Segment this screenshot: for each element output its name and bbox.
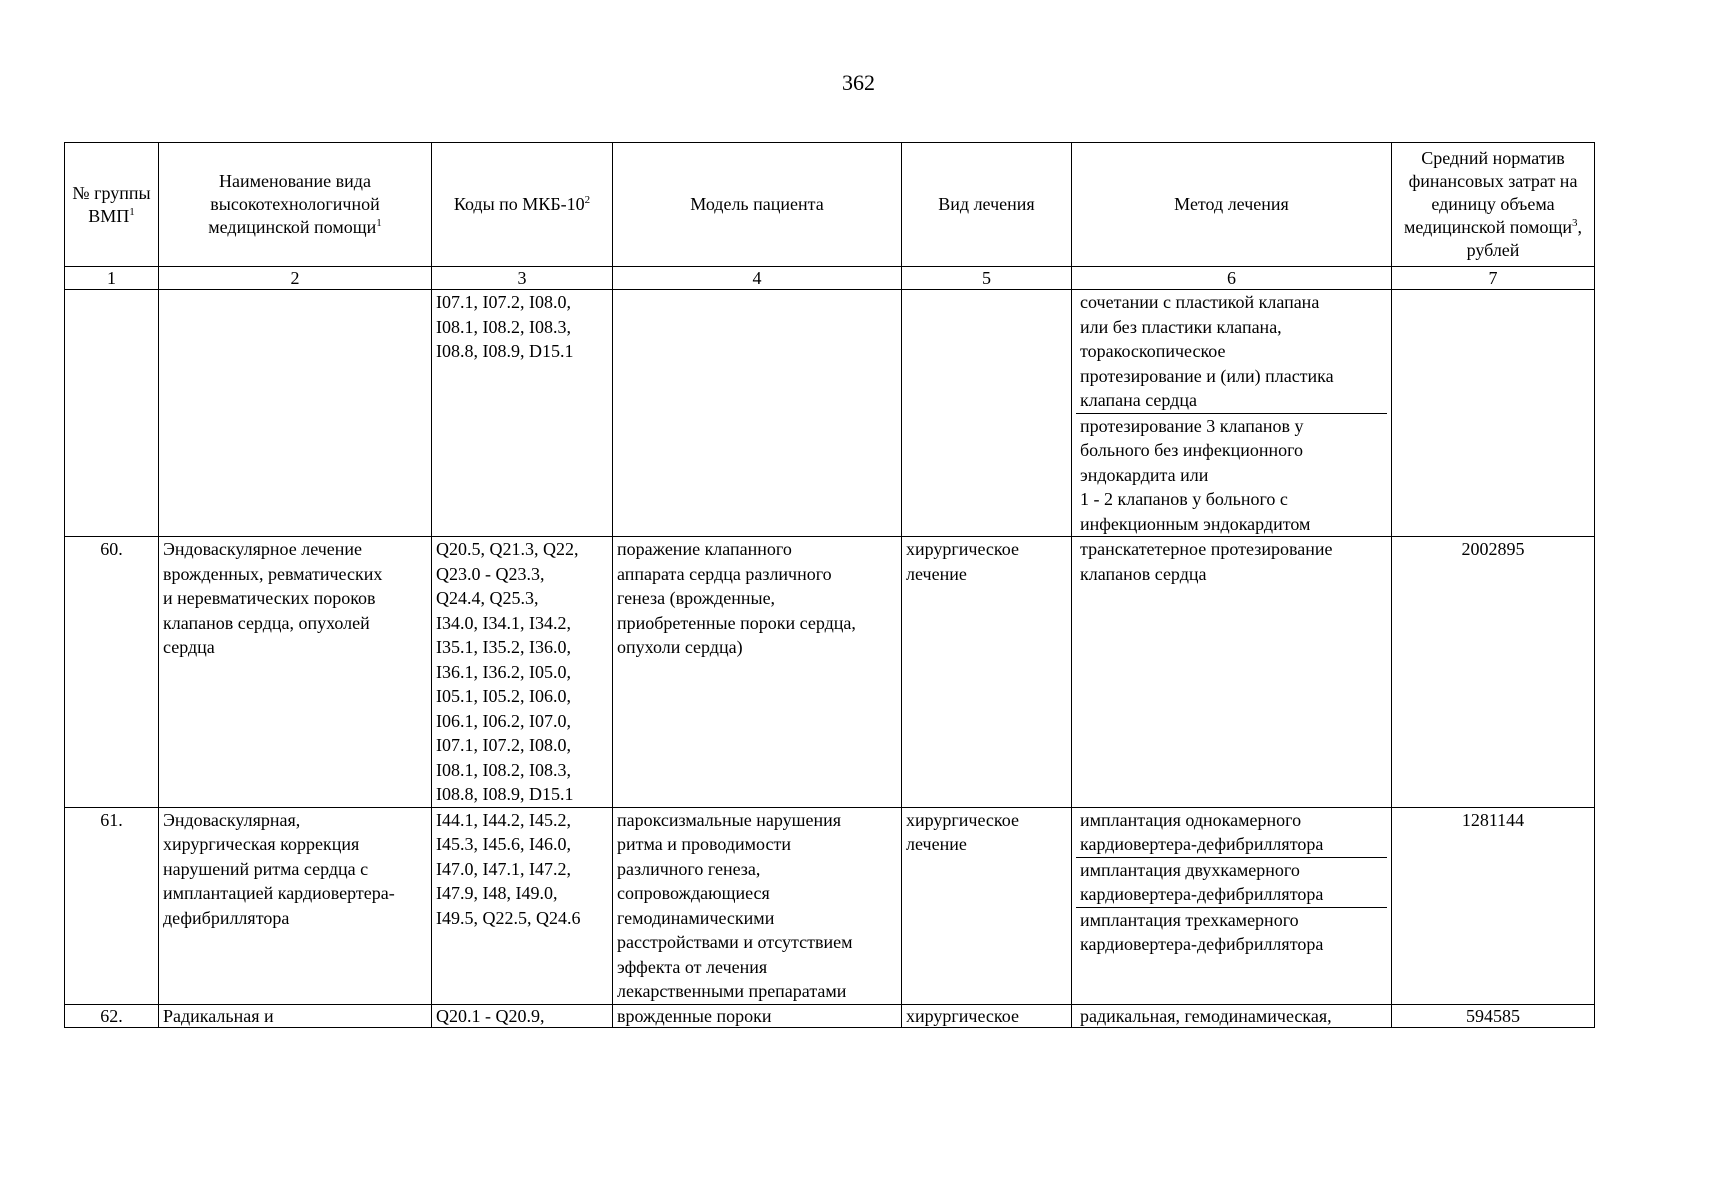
patient-model-cell: пароксизмальные нарушения ритма и проводимости различного генеза, сопровождающиеся гемодинамическими расстройствами и отсутствием эффекта от лечения лекарственными препаратами <box>613 807 902 1004</box>
column-number-row <box>65 267 1595 290</box>
group-number-cell <box>65 290 159 537</box>
col-number: 3 <box>432 267 613 290</box>
treatment-method-cell <box>1072 1004 1392 1027</box>
header-group-number: № группы ВМП$^1$ <box>65 143 159 267</box>
col-number: 4 <box>613 267 902 290</box>
icd-codes-cell: I07.1, I07.2, I08.0, I08.1, I08.2, I08.3, I08.8, I08.9, D15.1 <box>432 290 613 537</box>
patient-model-cell: врожденные пороки <box>613 1004 902 1027</box>
col-number: 6 <box>1072 267 1392 290</box>
header-icd-codes: Коды по МКБ-$10^2$ <box>432 143 613 267</box>
patient-model-cell: поражение клапанного аппарата сердца различного генеза (врожденные, приобретенные пороки сердца, опухоли сердца) <box>613 537 902 808</box>
treatment-type-cell: хирургическое <box>902 1004 1072 1027</box>
method-item: имплантация двухкамерного кардиовертера-дефибриллятора <box>1076 858 1387 908</box>
method-item: имплантация однокамерного кардиовертера-дефибриллятора <box>1076 808 1387 858</box>
treatment-method-cell <box>1072 537 1392 808</box>
table-row <box>65 1004 1595 1027</box>
cost-cell: 1281144 <box>1392 807 1595 1004</box>
care-type-cell <box>159 290 432 537</box>
icd-codes-cell: Q20.1 - Q20.9, <box>432 1004 613 1027</box>
table-row <box>65 290 1595 537</box>
care-type-cell: Радикальная и <box>159 1004 432 1027</box>
care-type-cell: Эндоваскулярное лечение врожденных, ревматических и неревматических пороков клапанов сердца, опухолей сердца <box>159 537 432 808</box>
treatment-method-cell <box>1072 807 1392 1004</box>
col-number: 2 <box>159 267 432 290</box>
header-treatment-type: Вид лечения <box>902 143 1072 267</box>
header-row <box>65 143 1595 267</box>
group-number-cell: 60. <box>65 537 159 808</box>
header-patient-model: Модель пациента <box>613 143 902 267</box>
treatment-type-cell: хирургическое лечение <box>902 807 1072 1004</box>
icd-codes-cell: Q20.5, Q21.3, Q22, Q23.0 - Q23.3, Q24.4, Q25.3, I34.0, I34.1, I34.2, I35.1, I35.2, I36.0, I36.1, I36.2, I05.0, I05.1, I05.2, I06.0, I06.1, I06.2, I07.0, I07.1, I07.2, I08.0, I08.1, I08.2, I08.3, I08.8, I08.9, D15.1 <box>432 537 613 808</box>
patient-model-cell <box>613 290 902 537</box>
header-cost-standard: Средний норматив финансовых затрат на единицу объема медицинской помощи$^3$, рублей <box>1392 143 1595 267</box>
cost-cell: 594585 <box>1392 1004 1595 1027</box>
method-item: транскатетерное протезирование клапанов сердца <box>1080 539 1333 584</box>
cost-cell <box>1392 290 1595 537</box>
col-number: 7 <box>1392 267 1595 290</box>
table-row <box>65 807 1595 1004</box>
icd-codes-cell: I44.1, I44.2, I45.2, I45.3, I45.6, I46.0, I47.0, I47.1, I47.2, I47.9, I48, I49.0, I49.5, Q22.5, Q24.6 <box>432 807 613 1004</box>
page-number: 362 <box>842 70 875 95</box>
group-number-cell: 62. <box>65 1004 159 1027</box>
col-number: 1 <box>65 267 159 290</box>
group-number-cell: 61. <box>65 807 159 1004</box>
method-item: сочетании с пластикой клапана или без пластики клапана, торакоскопическое протезирование и (или) пластика клапана сердца <box>1076 290 1387 414</box>
care-type-cell: Эндоваскулярная, хирургическая коррекция нарушений ритма сердца с имплантацией кардиовертера- дефибриллятора <box>159 807 432 1004</box>
method-item: имплантация трехкамерного кардиовертера-дефибриллятора <box>1080 909 1324 954</box>
table-row <box>65 537 1595 808</box>
vmp-table <box>64 142 1595 1028</box>
header-treatment-method: Метод лечения <box>1072 143 1392 267</box>
treatment-method-cell <box>1072 290 1392 537</box>
treatment-type-cell <box>902 290 1072 537</box>
col-number: 5 <box>902 267 1072 290</box>
method-item: протезирование 3 клапанов у больного без инфекционного эндокардита или 1 - 2 клапанов у больного с инфекционным эндокардитом <box>1080 415 1311 534</box>
treatment-type-cell: хирургическое лечение <box>902 537 1072 808</box>
cost-cell: 2002895 <box>1392 537 1595 808</box>
method-item: радикальная, гемодинамическая, <box>1080 1005 1332 1026</box>
header-care-type: Наименование вида высокотехнологичной медицинской помощи$^1$ <box>159 143 432 267</box>
